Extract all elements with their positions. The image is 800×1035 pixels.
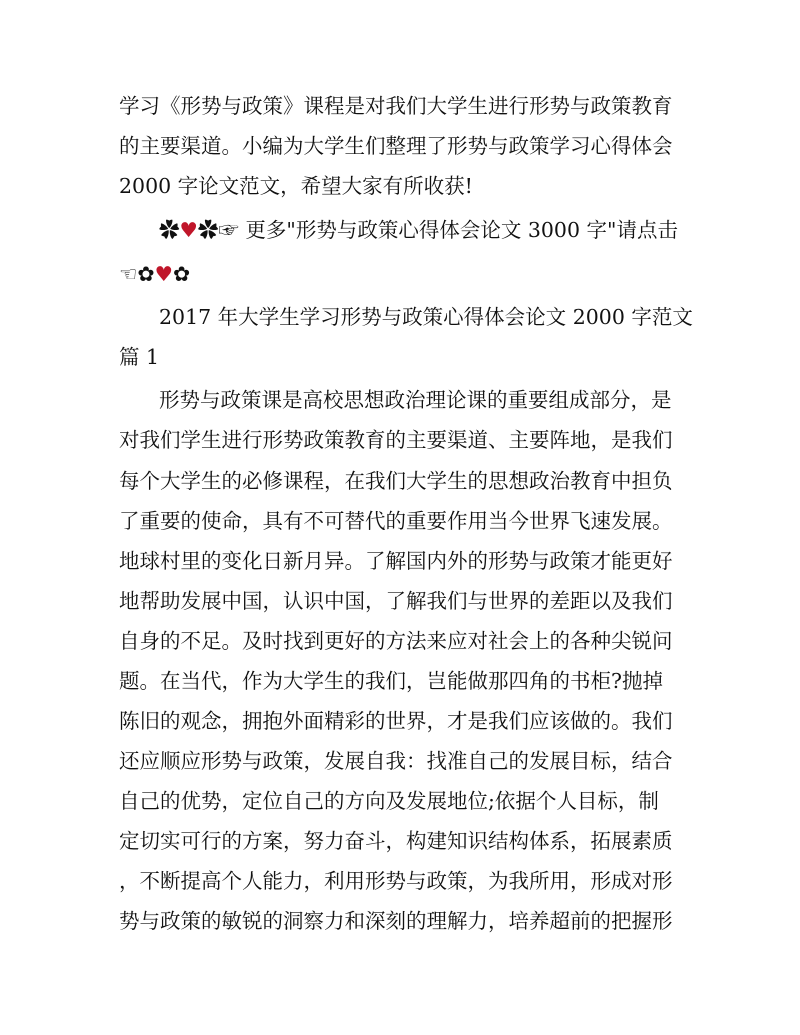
body-line-13: ，不断提高个人能力，利用形势与政策，为我所用，形成对形 xyxy=(119,869,673,893)
body-line-5: 地球村里的变化日新月异。了解国内外的形势与政策才能更好 xyxy=(119,549,673,573)
body-line-10: 还应顺应形势与政策，发展自我：找准自己的发展目标，结合 xyxy=(119,749,673,773)
decoration-right-icons: ☜✿♥✿ xyxy=(119,262,191,286)
intro-line-2: 的主要渠道。小编为大学生们整理了形势与政策学习心得体会 xyxy=(119,134,673,158)
body-line-3: 每个大学生的必修课程，在我们大学生的思想政治教育中担负 xyxy=(119,469,673,493)
body-line-6: 地帮助发展中国，认识中国，了解我们与世界的差距以及我们 xyxy=(119,589,673,613)
decoration-left-icons: ✿♥✿☞ xyxy=(159,218,239,242)
body-line-4: 了重要的使命，具有不可替代的重要作用当今世界飞速发展。 xyxy=(119,509,673,533)
intro-line-1: 学习《形势与政策》课程是对我们大学生进行形势与政策教育 xyxy=(119,94,673,118)
body-line-9: 陈旧的观念，拥抱外面精彩的世界，才是我们应该做的。我们 xyxy=(119,709,673,733)
more-link-line[interactable] xyxy=(159,210,699,250)
body-line-1: 形势与政策课是高校思想政治理论课的重要组成部分，是 xyxy=(159,388,672,412)
body-line-2: 对我们学生进行形势政策教育的主要渠道、主要阵地，是我们 xyxy=(119,428,673,452)
intro-line-3: 2000 字论文范文，希望大家有所收获! xyxy=(119,174,473,198)
article-heading-line-2: 篇 1 xyxy=(119,345,160,369)
article-heading-line-1: 2017 年大学生学习形势与政策心得体会论文 2000 字范文 xyxy=(159,305,693,329)
body-line-8: 题。在当代，作为大学生的我们，岂能做那四角的书柜?抛掉 xyxy=(119,669,663,693)
body-line-7: 自身的不足。及时找到更好的方法来应对社会上的各种尖锐问 xyxy=(119,629,673,653)
body-line-11: 自己的优势，定位自己的方向及发展地位;依据个人目标，制 xyxy=(119,789,659,813)
more-link-line-2[interactable] xyxy=(119,254,699,294)
more-link-text[interactable]: 更多"形势与政策心得体会论文 3000 字"请点击 xyxy=(238,218,678,242)
body-line-14: 势与政策的敏锐的洞察力和深刻的理解力，培养超前的把握形 xyxy=(119,909,673,933)
body-line-12: 定切实可行的方案，努力奋斗，构建知识结构体系，拓展素质 xyxy=(119,829,673,853)
